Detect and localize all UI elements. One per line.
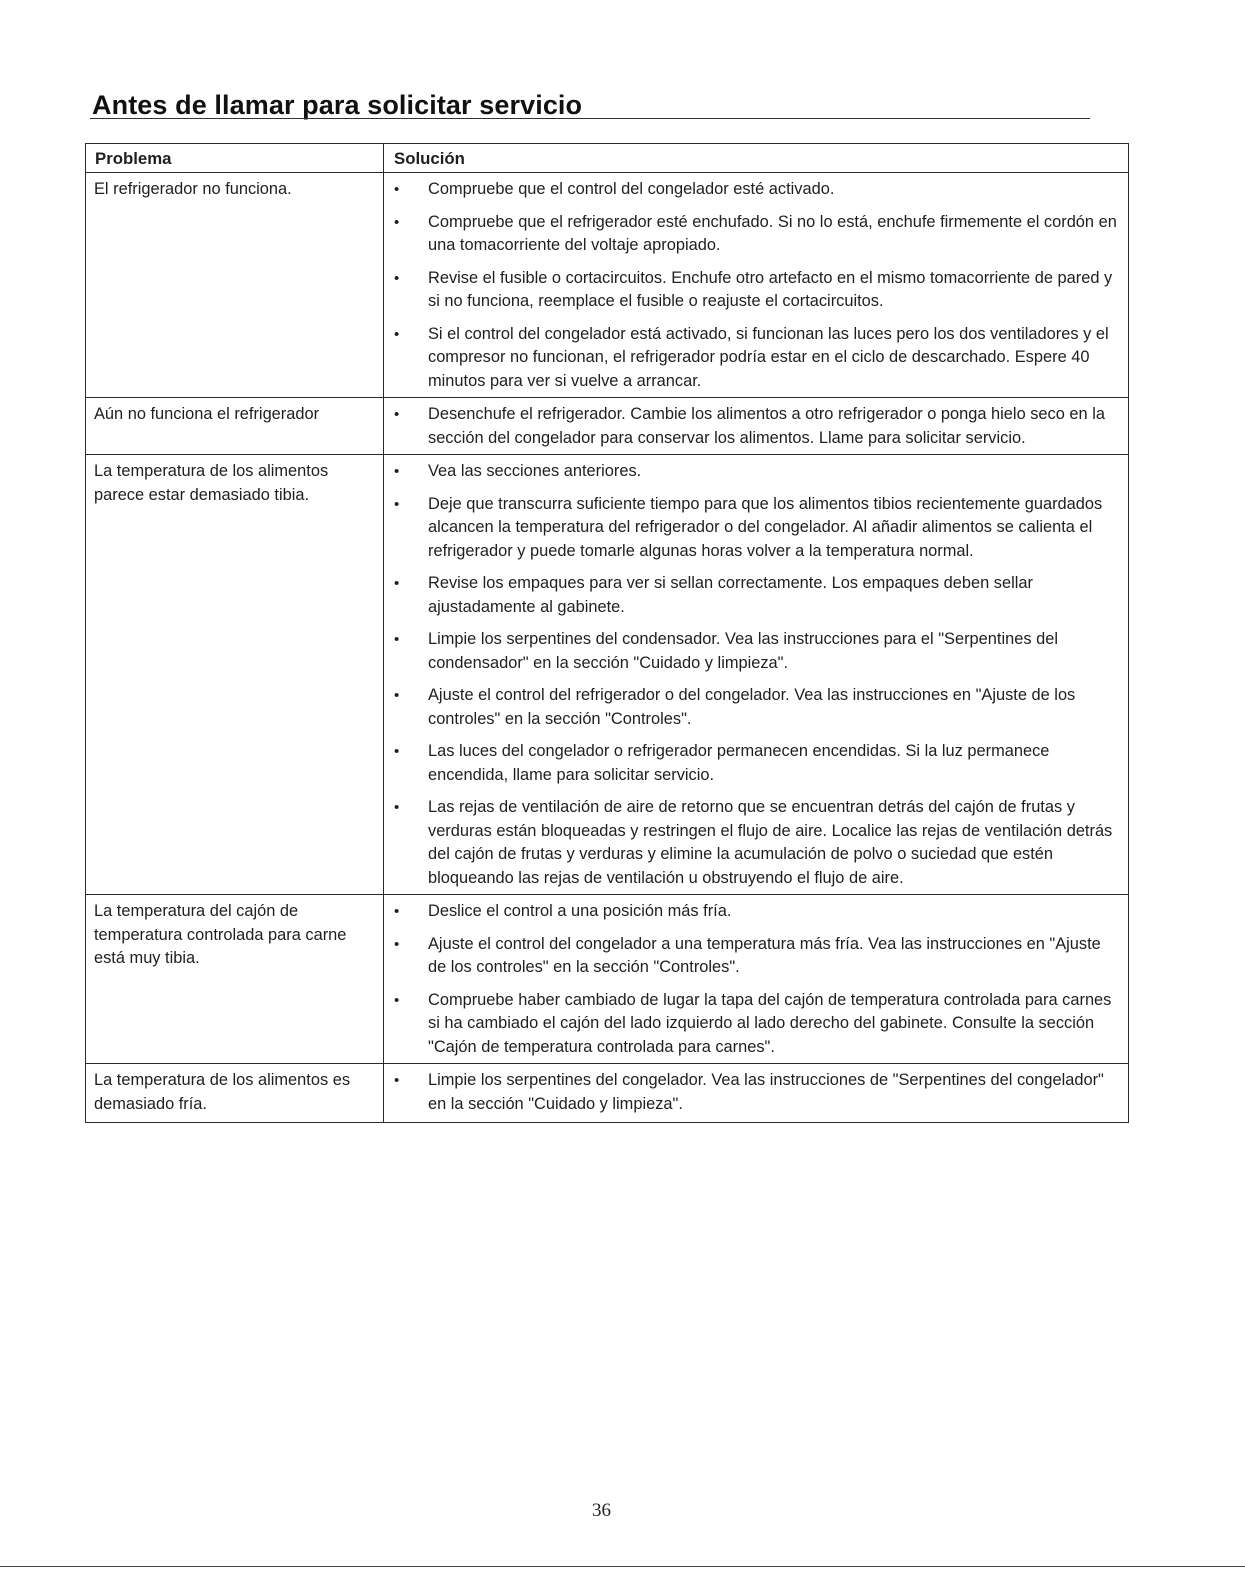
solution-item: • Vea las secciones anteriores. (384, 460, 1120, 484)
solution-cell (384, 398, 1129, 455)
page-title: Antes de llamar para solicitar servicio (92, 90, 583, 121)
solution-cell (384, 173, 1129, 398)
solution-item: • Compruebe que el refrigerador esté enchufado. Si no lo está, enchufe firmemente el cordón en una tomacorriente del voltaje apropiado. (384, 211, 1120, 258)
problem-cell (86, 173, 384, 398)
solution-item: • Deje que transcurra suficiente tiempo para que los alimentos tibios recientemente guardados alcancen la temperatura del refrigerador o del congelador. Al añadir alimentos se calienta el refrigerador y puede tomarle algunas horas volver a la temperatura normal. (384, 493, 1120, 564)
solution-item: • Si el control del congelador está activado, si funcionan las luces pero los dos ventiladores y el compresor no funcionan, el refrigerador podría estar en el ciclo de descarchado. Espere 40 minutos para ver si vuelve a arrancar. (384, 323, 1120, 394)
solution-item: • Desenchufe el refrigerador. Cambie los alimentos a otro refrigerador o ponga hielo seco en la sección del congelador para conservar los alimentos. Llame para solicitar servicio. (384, 403, 1120, 450)
problem-header-label: Problema (95, 149, 172, 168)
problem-column-header (86, 144, 384, 173)
table-row (86, 1064, 1129, 1123)
title-divider (90, 118, 1090, 119)
solution-cell (384, 455, 1129, 895)
problem-cell (86, 455, 384, 895)
solution-list (384, 455, 1128, 894)
solution-cell (384, 1064, 1129, 1123)
solution-item: • Las luces del congelador o refrigerador permanecen encendidas. Si la luz permanece encendida, llame para solicitar servicio. (384, 740, 1120, 787)
solution-item: • Deslice el control a una posición más fría. (384, 900, 1120, 924)
table-row (86, 895, 1129, 1064)
bottom-divider (0, 1566, 1245, 1567)
solution-item: • Las rejas de ventilación de aire de retorno que se encuentran detrás del cajón de frutas y verduras están bloqueadas y restringen el flujo de aire. Localice las rejas de ventilación detrás del cajón de frutas y verduras y elimine la acumulación de polvo o suciedad que estén bloqueando las rejas de ventilación u obstruyendo el flujo de aire. (384, 796, 1120, 890)
solution-item: • Ajuste el control del refrigerador o del congelador. Vea las instrucciones en "Ajuste de los controles" en la sección "Controles". (384, 684, 1120, 731)
table-header-row (86, 144, 1129, 173)
solution-item: • Compruebe que el control del congelador esté activado. (384, 178, 1120, 202)
problem-text: El refrigerador no funciona. (94, 180, 292, 198)
solution-item: • Limpie los serpentines del condensador. Vea las instrucciones para el "Serpentines del condensador" en la sección "Cuidado y limpieza". (384, 628, 1120, 675)
problem-text: La temperatura del cajón de temperatura controlada para carne está muy tibia. (94, 902, 347, 967)
problem-cell (86, 895, 384, 1064)
solution-list (384, 895, 1128, 1063)
solution-item: • Revise el fusible o cortacircuitos. Enchufe otro artefacto en el mismo tomacorriente de pared y si no funciona, reemplace el fusible o reajuste el cortacircuitos. (384, 267, 1120, 314)
solution-list (384, 173, 1128, 397)
problem-text: Aún no funciona el refrigerador (94, 405, 320, 423)
solution-item: • Limpie los serpentines del congelador. Vea las instrucciones de "Serpentines del congelador" en la sección "Cuidado y limpieza". (384, 1069, 1120, 1116)
solution-header-label: Solución (394, 149, 465, 168)
table-row (86, 398, 1129, 455)
page-number: 36 (592, 1500, 611, 1521)
solution-column-header (384, 144, 1129, 173)
table-row (86, 455, 1129, 895)
solution-item: • Ajuste el control del congelador a una temperatura más fría. Vea las instrucciones en "Ajuste de los controles" en la sección "Controles". (384, 933, 1120, 980)
problem-text: La temperatura de los alimentos parece estar demasiado tibia. (94, 462, 329, 504)
solution-cell (384, 895, 1129, 1064)
table-row (86, 173, 1129, 398)
solution-list (384, 398, 1128, 454)
problem-text: La temperatura de los alimentos es demasiado fría. (94, 1071, 351, 1113)
troubleshooting-table (85, 143, 1129, 1123)
solution-list (384, 1064, 1128, 1120)
solution-item: • Compruebe haber cambiado de lugar la tapa del cajón de temperatura controlada para carnes si ha cambiado el cajón del lado izquierdo al lado derecho del gabinete. Consulte la sección "Cajón de temperatura controlada para carnes". (384, 989, 1120, 1060)
problem-cell (86, 398, 384, 455)
problem-cell (86, 1064, 384, 1123)
solution-item: • Revise los empaques para ver si sellan correctamente. Los empaques deben sellar ajustadamente al gabinete. (384, 572, 1120, 619)
